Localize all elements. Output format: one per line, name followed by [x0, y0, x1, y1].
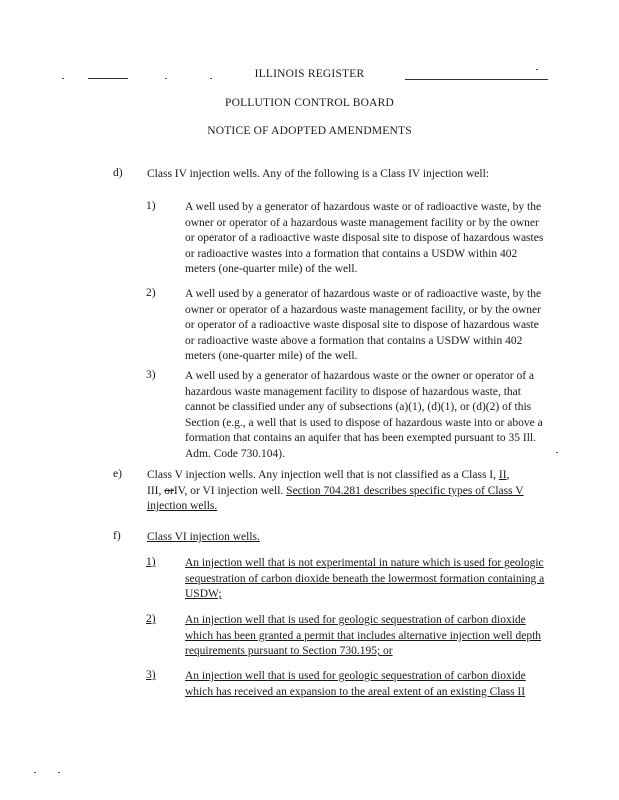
subsection-e-text: [147, 468, 547, 515]
register-title: ILLINOIS REGISTER: [254, 68, 365, 80]
scan-speck: [58, 772, 60, 773]
subsection-e-label: e): [113, 468, 122, 480]
d-item-1-label: 1): [146, 200, 156, 212]
scan-speck: [556, 452, 558, 453]
e-text-part: ,: [506, 469, 510, 481]
f-item-3-text: An injection well that is used for geologic sequestration of carbon dioxide which has received an expansion to the areal extent of an existing Class II: [185, 670, 526, 698]
notice-title: NOTICE OF ADOPTED AMENDMENTS: [207, 125, 412, 137]
e-inserted-sentence: Section 704.281 describes specific types of Class V injection wells.: [147, 484, 524, 513]
e-text-part: IV: [173, 484, 185, 497]
board-title: POLLUTION CONTROL BOARD: [224, 97, 394, 109]
d-item-1-text: A well used by a generator of hazardous waste or of radioactive waste, by the owner or operator of a hazardous waste management facility or by the owner or operator of a radioactive waste disposal site to dispose of hazardous wastes or radioactive wastes into a formation that contains a USDW within 402 meters (one-quarter mile) of the well.: [185, 201, 544, 276]
e-text-part: III,: [147, 484, 165, 497]
subsection-d-label: d): [113, 167, 123, 179]
f-item-3-label: 3): [146, 669, 156, 681]
d-item-3-label: 3): [146, 369, 156, 381]
e-inserted-class-ii: II: [498, 469, 507, 481]
e-text-part: Class V injection wells. Any injection well that is not classified as a Class I,: [147, 469, 499, 481]
scan-speck: [34, 772, 36, 773]
subsection-f-heading: Class VI injection wells.: [147, 531, 260, 543]
f-item-1-text: An injection well that is not experimental in nature which is used for geologic sequestration of carbon dioxide beneath the lowermost formation containing a USDW;: [185, 557, 545, 601]
f-item-2-label: 2): [146, 613, 156, 625]
d-item-2-text: A well used by a generator of hazardous waste or of radioactive waste, by the owner or operator of a hazardous waste management facility, or by the owner or operator of a radioactive waste disposal site to dispose of hazardous waste or radioactive waste above a formation that contains a USDW within 402 meters (one-quarter mile) of the well.: [185, 288, 542, 363]
e-deleted-or: or: [164, 484, 174, 497]
subsection-d-intro: Class IV injection wells. Any of the following is a Class IV injection well:: [147, 168, 489, 180]
d-item-2-label: 2): [146, 287, 156, 299]
f-item-1-label: 1): [146, 556, 156, 568]
d-item-3-text: A well used by a generator of hazardous waste or the owner or operator of a hazardous waste management facility to dispose of hazardous waste, that cannot be classified under any of subsections (a)(1), (d)(1), or (d)(2) of this Section (e.g., a well that is used to dispose of hazardous waste into or above a formation that contains an aquifer that has been exempted pursuant to 35 Ill. Adm. Code 730.104).: [185, 370, 543, 460]
subsection-f-label: f): [113, 530, 121, 542]
f-item-2-text: An injection well that is used for geologic sequestration of carbon dioxide which has been granted a permit that includes alternative injection well depth requirements pursuant to Section 730.195; or: [185, 614, 542, 658]
e-text-part: , or VI injection well.: [184, 484, 287, 497]
